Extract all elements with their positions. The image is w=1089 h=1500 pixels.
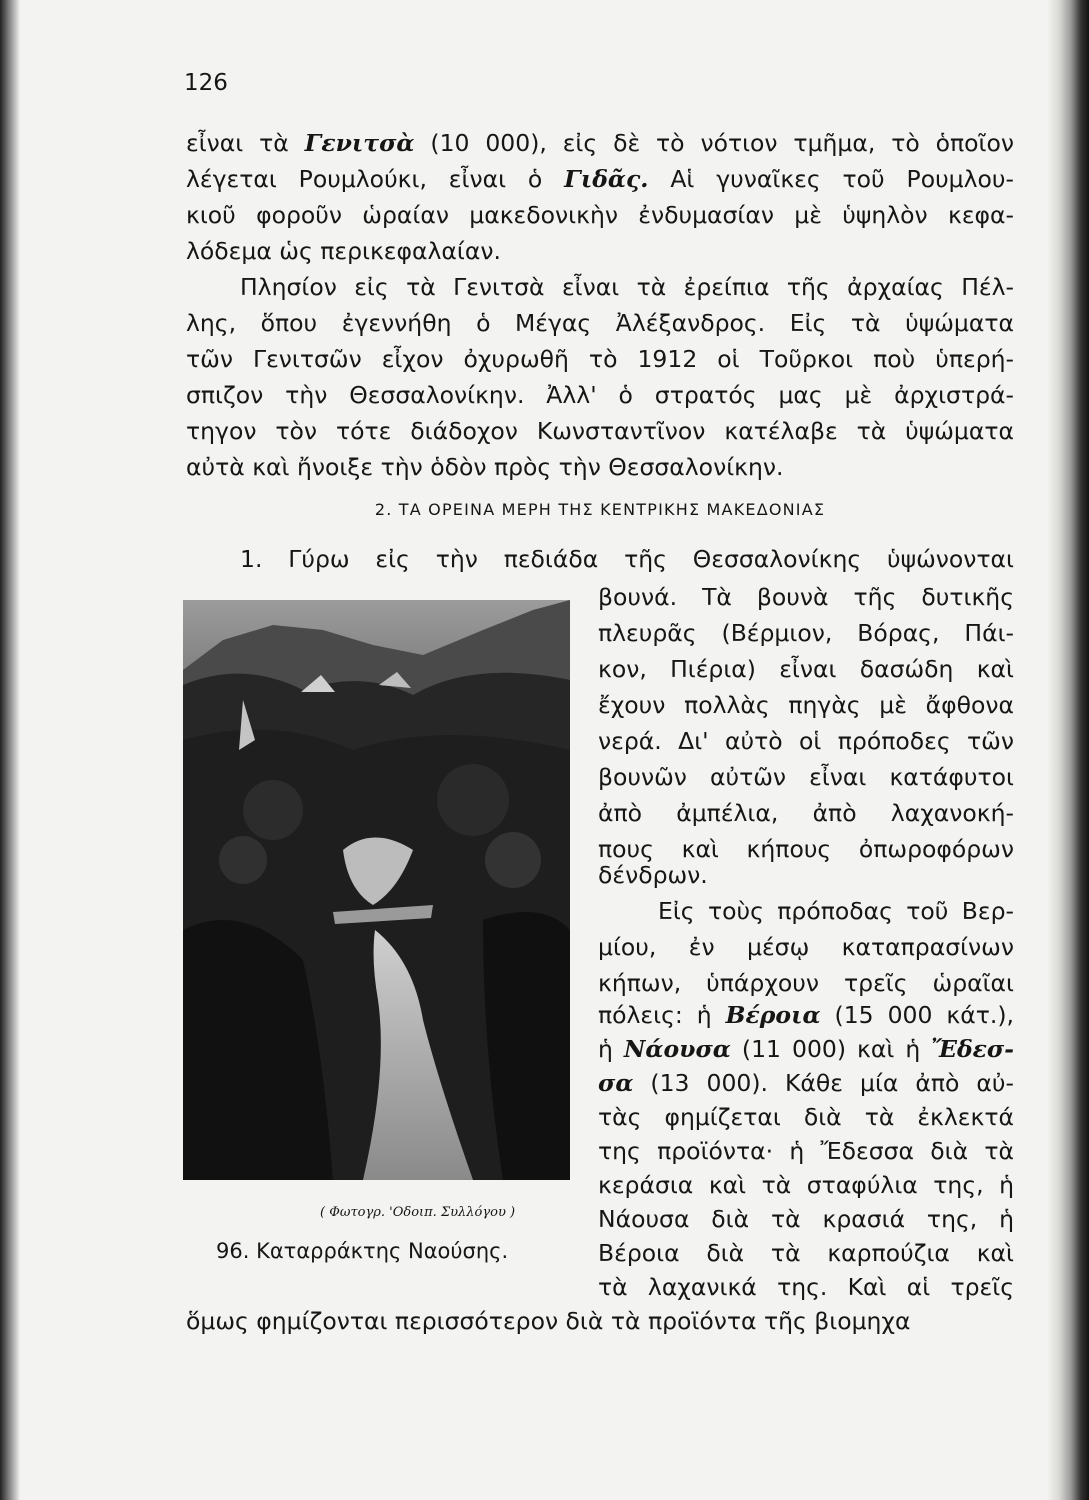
page-binding-shadow <box>0 0 20 1500</box>
text-line: της προϊόντα· ἡ Ἔδεσσα διὰ τὰ <box>598 1137 1014 1165</box>
waterfall-photo <box>183 600 570 1180</box>
text-line: ὅμως φημίζονται περισσότερον διὰ τὰ προϊόντα τῆς βιομηχα <box>186 1307 911 1335</box>
text-line: τὰς φημίζεται διὰ τὰ ἐκλεκτά <box>598 1103 1014 1131</box>
text-line: κεράσια καὶ τὰ σταφύλια της, ἡ <box>598 1171 1014 1199</box>
text-line: μίου, ἐν μέσῳ καταπρασίνων <box>598 933 1014 961</box>
text-line: τηγον τὸν τότε διάδοχον Κωνσταντῖνον κατέλαβε τὰ ὑψώματα <box>186 417 1014 445</box>
text-line: λέγεται Ρουμλούκι, εἶναι ὁ Γιδᾶς. Αἱ γυναῖκες τοῦ Ρουμλου- <box>186 165 1014 193</box>
text-line: ἔχουν πολλὰς πηγὰς μὲ ἄφθονα <box>598 691 1014 719</box>
text-line: βουνά. Τὰ βουνὰ τῆς δυτικῆς <box>598 583 1014 611</box>
text-line: ἀπὸ ἀμπέλια, ἀπὸ λαχανοκή- <box>598 799 1014 827</box>
text-line: λης, ὅπου ἐγεννήθη ὁ Μέγας Ἀλέξανδρος. Εἰς τὰ ὑψώματα <box>186 309 1014 337</box>
page-number: 126 <box>184 70 228 96</box>
text-line: πλευρᾶς (Βέρμιον, Βόρας, Πάι- <box>598 619 1014 647</box>
text-line: πους καὶ κήπους ὀπωροφόρων <box>598 835 1014 863</box>
text-line: εἶναι τὰ Γενιτσὰ (10 000), εἰς δὲ τὸ νότιον τμῆμα, τὸ ὁποῖον <box>186 129 1014 157</box>
text-line: σα (13 000). Κάθε μία ἀπὸ αὐ- <box>598 1069 1014 1097</box>
text-line: κιοῦ φοροῦν ὡραίαν μακεδονικὴν ἐνδυμασίαν μὲ ὑψηλὸν κεφα- <box>186 201 1014 229</box>
text-line: Νάουσα διὰ τὰ κρασιά της, ἡ <box>598 1205 1014 1233</box>
text-line: σπιζον τὴν Θεσσαλονίκην. Ἀλλ' ὁ στρατός μας μὲ ἀρχιστρά- <box>186 381 1014 409</box>
text-line: Εἰς τοὺς πρόποδας τοῦ Βερ- <box>658 897 1014 925</box>
text-line: ἡ Νάουσα (11 000) καὶ ἡ Ἔδεσ- <box>598 1035 1014 1063</box>
text-line: δένδρων. <box>598 861 708 889</box>
text-line: νερά. Δι' αὐτὸ οἱ πρόποδες τῶν <box>598 727 1014 755</box>
page-edge-shadow <box>1047 0 1089 1500</box>
text-line: λόδεμα ὡς περικεφαλαίαν. <box>186 237 501 265</box>
text-line: τῶν Γενιτσῶν εἶχον ὀχυρωθῆ τὸ 1912 οἱ Τοῦρκοι ποὺ ὑπερή- <box>186 345 1014 373</box>
figure-caption: 96. Καταρράκτης Ναούσης. <box>216 1239 509 1263</box>
text-line: κον, Πιέρια) εἶναι δασώδη καὶ <box>598 655 1014 683</box>
text-line: Πλησίον εἰς τὰ Γενιτσὰ εἶναι τὰ ἐρείπια τῆς ἀρχαίας Πέλ- <box>240 273 1014 301</box>
text-line: Βέροια διὰ τὰ καρπούζια καὶ <box>598 1239 1014 1267</box>
text-line: κήπων, ὑπάρχουν τρεῖς ὡραῖαι <box>598 969 1014 997</box>
text-line: πόλεις: ἡ Βέροια (15 000 κάτ.), <box>598 1001 1014 1029</box>
text-line: αὐτὰ καὶ ἤνοιξε τὴν ὁδὸν πρὸς τὴν Θεσσαλονίκην. <box>186 453 784 481</box>
section-heading: 2. ΤΑ ΟΡΕΙΝΑ ΜΕΡΗ ΤΗΣ ΚΕΝΤΡΙΚΗΣ ΜΑΚΕΔΟΝΙΑΣ <box>374 500 826 519</box>
text-line: βουνῶν αὐτῶν εἶναι κατάφυτοι <box>598 763 1014 791</box>
text-line: τὰ λαχανικά της. Καὶ αἱ τρεῖς <box>598 1273 1014 1301</box>
photo-credit: ( Φωτογρ. 'Οδοιπ. Συλλόγου ) <box>320 1205 516 1220</box>
text-line: 1. Γύρω εἰς τὴν πεδιάδα τῆς Θεσσαλονίκης ὑψώνονται <box>240 545 1014 573</box>
